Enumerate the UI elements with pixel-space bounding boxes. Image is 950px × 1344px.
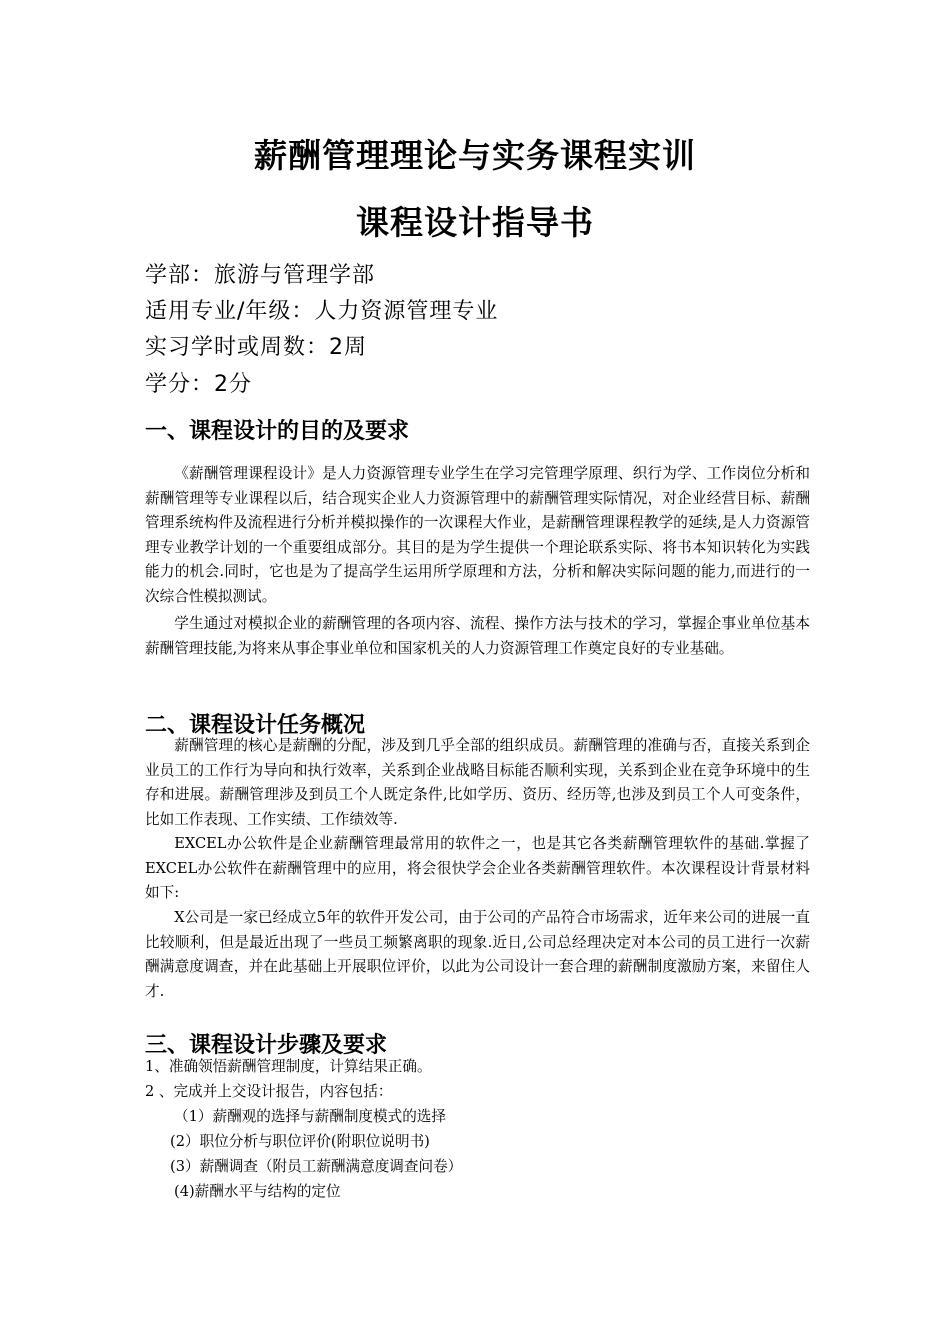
paragraph: EXCEL办公软件是企业薪酬管理最常用的软件之一，也是其它各类薪酬管理软件的基础.掌握了EXCEL办公软件在薪酬管理中的应用，将会很快学会企业各类薪酬管理软件。本次课程设计背景材料如下: [145,835,810,902]
document-title: 薪酬管理理论与实务课程实训 [254,136,696,175]
list-item: 2 、完成并上交设计报告，内容包括： [145,1083,393,1100]
list-item: （1）薪酬观的选择与薪酬制度模式的选择 [174,1108,446,1125]
section-heading-overview: 二、课程设计任务概况 [145,713,366,738]
section-heading-objectives: 一、课程设计的目的及要求 [145,419,410,444]
meta-hours: 实习学时或周数：2周 [145,335,367,360]
list-item: (3）薪酬调查（附员工薪酬满意度调查问卷） [170,1158,463,1175]
document-subtitle: 课程设计指导书 [356,203,594,242]
paragraph: 薪酬管理的核心是薪酬的分配，涉及到几乎全部的组织成员。薪酬管理的准确与否，直接关系到企业员工的工作行为导向和执行效率，关系到企业战略目标能否顺利实现，关系到企业在竞争环境中的生存和进展。薪酬管理涉及到员工个人既定条件,比如学历、资历、经历等,也涉及到员工个人可变条件，比如工作表现、工作实绩、工作绩效等. [145,737,810,828]
meta-credits: 学分：2分 [145,372,252,397]
paragraph: X公司是一家已经成立5年的软件开发公司，由于公司的产品符合市场需求，近年来公司的进展一直比较顺利，但是最近出现了一些员工频繁离职的现象.近日,公司总经理决定对本公司的员工进行一次薪酬满意度调查，并在此基础上开展职位评价，以此为公司设计一套合理的薪酬制度激励方案，来留住人才. [145,909,810,1000]
meta-major: 适用专业/年级：人力资源管理专业 [145,299,499,324]
paragraph: 《薪酬管理课程设计》是人力资源管理专业学生在学习完管理学原理、织行为学、工作岗位分析和薪酬管理等专业课程以后，结合现实企业人力资源管理中的薪酬管理实际情况，对企业经营目标、薪酬管理系统构件及流程进行分析并模拟操作的一次课程大作业，是薪酬管理课程教学的延续,是人力资源管理专业教学计划的一个重要组成部分。其目的是为学生提供一个理论联系实际、将书本知识转化为实践能力的机会.同时，它也是为了提高学生运用所学原理和方法，分析和解决实际问题的能力,而进行的一次综合性模拟测试。 [145,465,810,605]
section-heading-steps: 三、课程设计步骤及要求 [145,1033,388,1058]
list-item: (2）职位分析与职位评价(附职位说明书) [170,1133,430,1150]
list-item: (4)薪酬水平与结构的定位 [174,1183,341,1200]
meta-department: 学部：旅游与管理学部 [145,263,376,288]
paragraph: 学生通过对模拟企业的薪酬管理的各项内容、流程、操作方法与技术的学习，掌握企事业单位基本薪酬管理技能,为将来从事企事业单位和国家机关的人力资源管理工作奠定良好的专业基础。 [145,615,810,657]
list-item: 1、准确领悟薪酬管理制度，计算结果正确。 [145,1058,432,1075]
